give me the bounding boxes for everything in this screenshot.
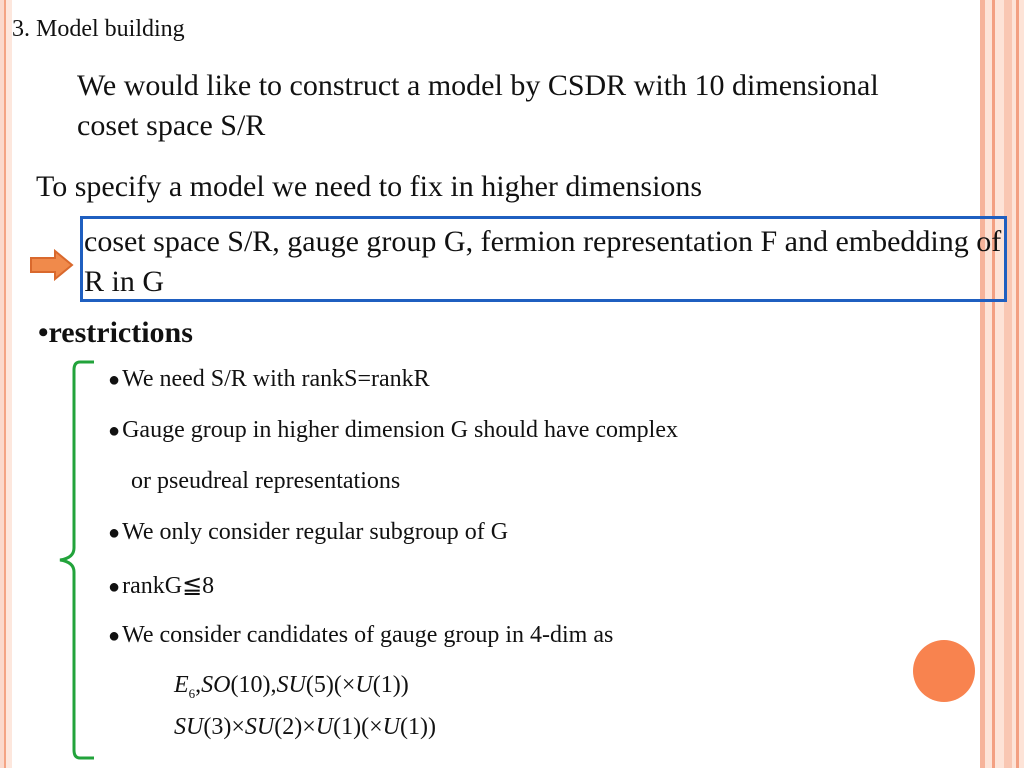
restrictions-heading xyxy=(38,316,193,350)
intro-text: We would like to construct a model by CSDR with 10 dimensional coset space S/R xyxy=(77,69,879,142)
left-decorative-rule xyxy=(0,0,12,768)
restriction-item-5 xyxy=(108,622,613,649)
math-formula-line-1: $E_6,SO(10),SU(5)(\times U(1))$ xyxy=(174,672,409,701)
bullet-dot: ● xyxy=(108,576,121,598)
restriction-item-4 xyxy=(108,571,214,600)
bullet-dot: ● xyxy=(108,522,121,544)
bullet-dot: ● xyxy=(108,369,121,391)
restriction-item-2-continued: or pseudreal representations xyxy=(131,468,401,494)
item-text: We only consider regular subgroup of G xyxy=(122,519,509,545)
orange-circle-decoration xyxy=(913,640,975,702)
item-text: rankG≦8 xyxy=(122,573,215,599)
highlight-text: coset space S/R, gauge group G, fermion representation F and embedding of R in G xyxy=(84,225,1002,298)
bullet-dot: ● xyxy=(108,420,121,442)
slide-title: 3. Model building xyxy=(12,16,185,42)
restriction-item-3 xyxy=(108,519,508,546)
bullet-dot: ● xyxy=(108,625,121,647)
bullet-symbol: • xyxy=(38,316,49,349)
curly-bracket xyxy=(56,360,100,762)
restriction-item-1 xyxy=(108,366,430,393)
restriction-item-2 xyxy=(108,417,678,444)
item-text: We need S/R with rankS=rankR xyxy=(122,366,430,392)
item-text: We consider candidates of gauge group in 4-dim as xyxy=(122,622,614,648)
specify-text: To specify a model we need to fix in higher dimensions xyxy=(36,170,703,203)
right-arrow-icon xyxy=(29,249,75,281)
math-formula-line-2: SU(3)×SU(2)×U(1)(×U(1)) xyxy=(174,714,436,740)
right-decorative-band xyxy=(980,0,1024,768)
item-text: Gauge group in higher dimension G should have complex xyxy=(122,417,678,443)
restrictions-label: restrictions xyxy=(48,316,193,349)
